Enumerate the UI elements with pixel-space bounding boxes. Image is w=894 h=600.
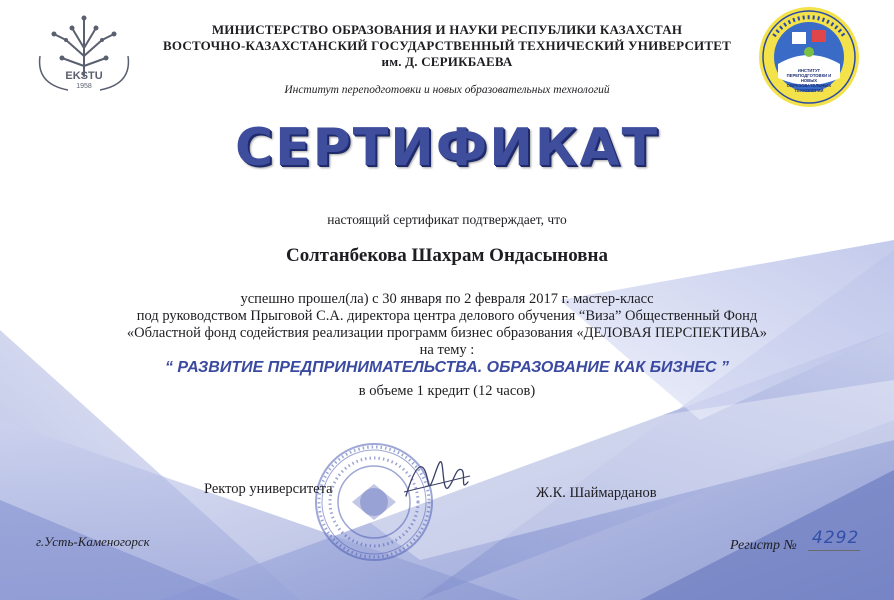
emblem-inner-text: ИНСТИТУТ ПЕРЕПОДГОТОВКИ И НОВЫХ ОБРАЗОВАТЕЛЬНЫХ ТЕХНОЛОГИЙ	[786, 68, 832, 93]
course-volume: в объеме 1 кредит (12 часов)	[358, 383, 536, 399]
institute-line: Институт переподготовки и новых образовательных технологий	[284, 84, 610, 96]
rector-signature	[402, 452, 472, 508]
course-organization: «Областной фонд содействия реализации программ бизнес образования «ДЕЛОВАЯ ПЕРСПЕКТИВА»	[126, 325, 768, 341]
register-number: 4292	[812, 528, 860, 548]
logo-year: 1958	[76, 83, 92, 90]
logo-text: EKSTU	[65, 70, 103, 82]
course-dates: успешно прошел(ла) с 30 января по 2 февраля 2017 г. мастер-класс	[240, 291, 654, 307]
university-line: ВОСТОЧНО-КАЗАХСТАНСКИЙ ГОСУДАРСТВЕННЫЙ ТЕХНИЧЕСКИЙ УНИВЕРСИТЕТ	[163, 38, 731, 53]
ministry-line: МИНИСТЕРСТВО ОБРАЗОВАНИЯ И НАУКИ РЕСПУБЛИКИ КАЗАХСТАН	[211, 22, 683, 37]
register-underline	[808, 550, 860, 551]
certificate-title: СЕРТИФИКАТ	[234, 118, 660, 178]
city: г.Усть-Каменогорск	[36, 534, 150, 549]
recipient-name: Солтанбекова Шахрам Ондасыновна	[286, 245, 608, 266]
confirm-text: настоящий сертификат подтверждает, что	[327, 212, 567, 227]
course-leader: под руководством Прыговой С.А. директора центра делового обучения “Виза” Общественный Фонд	[136, 308, 758, 324]
course-topic: “ РАЗВИТИЕ ПРЕДПРИНИМАТЕЛЬСТВА. ОБРАЗОВАНИЕ КАК БИЗНЕС ”	[164, 359, 730, 376]
rector-label: Ректор университета	[204, 481, 333, 497]
register-label: Регистр №	[730, 538, 797, 553]
university-name-line: им. Д. СЕРИКБАЕВА	[381, 54, 513, 69]
topic-label: на тему :	[419, 342, 475, 358]
rector-name: Ж.К. Шаймарданов	[536, 485, 657, 501]
